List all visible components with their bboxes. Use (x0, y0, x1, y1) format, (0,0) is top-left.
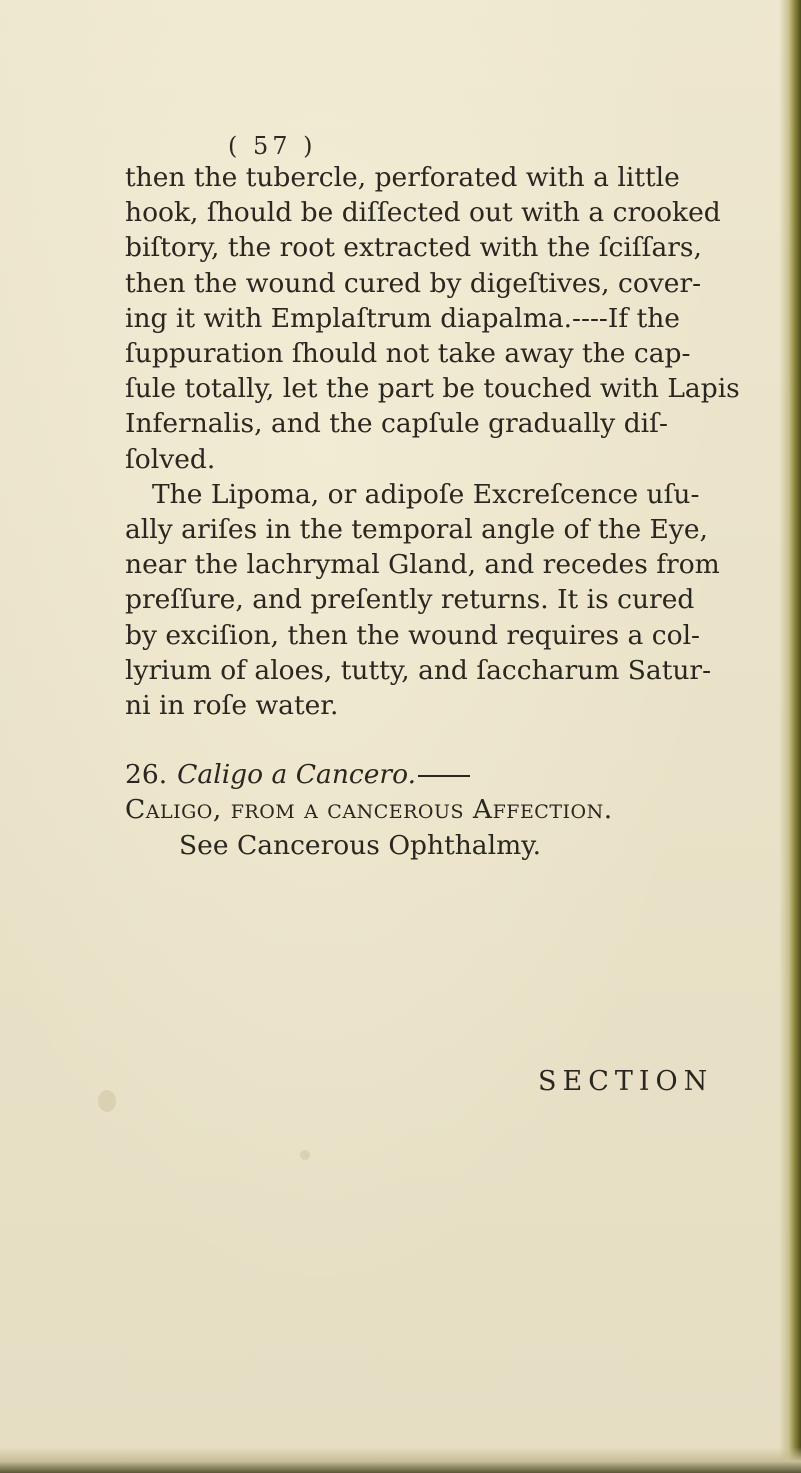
definition-text: , from a cancerous Affection. (212, 794, 613, 826)
text-line: then the wound cured by digeſtives, cover- (125, 267, 702, 299)
text-line: by exciſion, then the wound requires a col- (125, 619, 701, 651)
definition-term: Caligo (125, 794, 213, 826)
page-number: ( 57 ) (228, 132, 317, 160)
text-line: near the lachrymal Gland, and recedes from (125, 549, 720, 581)
main-text (125, 160, 740, 863)
text-line: biſtory, the root extracted with the ſciſſars, (125, 232, 702, 264)
text-line: ſule totally, let the part be touched with Lapis (125, 373, 740, 405)
text-line: Infernalis, and the capſule gradually diſ- (125, 408, 668, 440)
entry-number: 26. (125, 759, 168, 791)
entry-heading (125, 757, 595, 792)
text-line: ally ariſes in the temporal angle of the Eye, (125, 514, 708, 546)
dash-rule (418, 775, 470, 777)
text-line: hook, ſhould be diſſected out with a crooked (125, 197, 721, 229)
text-line: preſſure, and preſently returns. It is cured (125, 584, 695, 616)
catchword: SECTION (538, 1066, 714, 1097)
section-gap (125, 723, 595, 757)
text-line: The Lipoma, or adipoſe Excreſcence uſu- (152, 478, 700, 510)
entry-title: Caligo a Cancero. (177, 759, 416, 791)
paper-stain (98, 1090, 116, 1112)
text-line: lyrium of aloes, tutty, and ſaccharum Satur- (125, 654, 712, 686)
page-edge-right (779, 0, 801, 1473)
paper-stain (300, 1150, 310, 1160)
text-line: ſuppuration ſhould not take away the cap- (125, 338, 691, 370)
see-also: See Cancerous Ophthalmy. (179, 829, 542, 861)
text-line: ni in roſe water. (125, 690, 339, 722)
text-line: ing it with Emplaſtrum diapalma.----If the (125, 302, 680, 334)
text-line: ſolved. (125, 443, 216, 475)
entry-definition (125, 792, 613, 827)
text-line: then the tubercle, perforated with a little (125, 162, 680, 193)
page-edge-bottom (0, 1447, 801, 1473)
